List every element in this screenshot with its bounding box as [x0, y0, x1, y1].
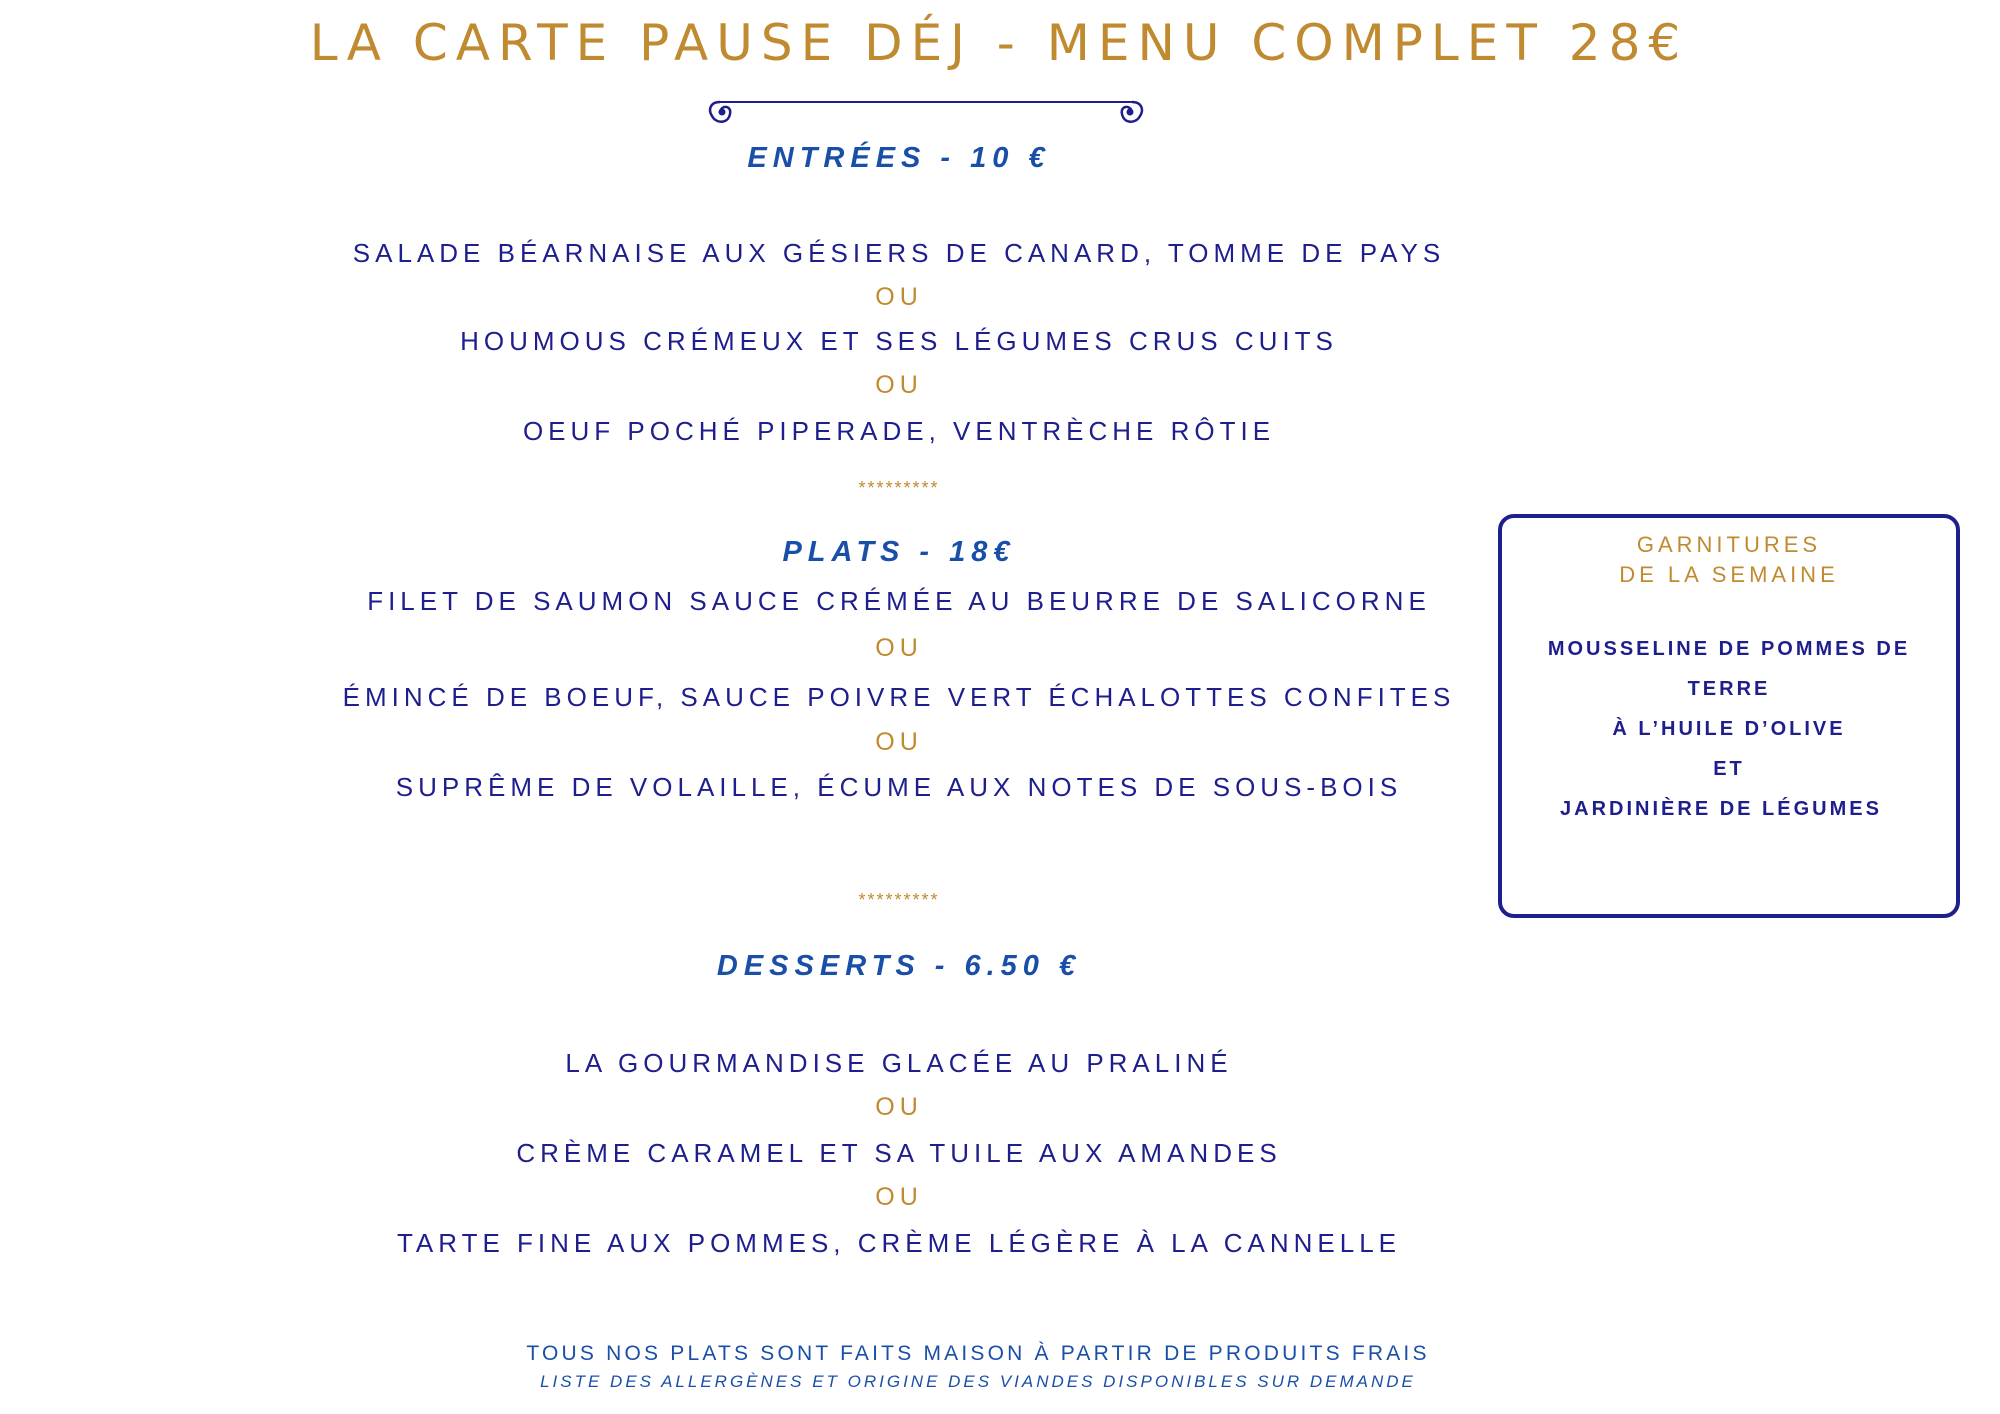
- desserts-title: DESSERTS - 6.50 €: [716, 950, 1082, 982]
- dessert-item: CRÈME CARAMEL ET SA TUILE AUX AMANDES: [516, 1138, 1282, 1168]
- plats-title: PLATS - 18€: [782, 536, 1016, 568]
- entree-item: OEUF POCHÉ PIPERADE, VENTRÈCHE RÔTIE: [522, 416, 1276, 446]
- garniture-line: MOUSSELINE DE POMMES DE: [1547, 638, 1911, 660]
- plat-item: FILET DE SAUMON SAUCE CRÉMÉE AU BEURRE DE SALICORNE: [367, 586, 1431, 616]
- entree-item: HOUMOUS CRÉMEUX ET SES LÉGUMES CRUS CUITS: [460, 326, 1338, 356]
- stars-divider: *********: [858, 890, 940, 910]
- entrees-title: ENTRÉES - 10 €: [747, 142, 1051, 174]
- footer-homemade-note: TOUS NOS PLATS SONT FAITS MAISON À PARTIR DE PRODUITS FRAIS: [526, 1342, 1430, 1365]
- garniture-line: ET: [1713, 758, 1745, 780]
- garniture-line: TERRE: [1687, 678, 1771, 700]
- or-separator: OU: [875, 1093, 923, 1121]
- or-separator: OU: [875, 371, 923, 399]
- garniture-line: JARDINIÈRE DE LÉGUMES: [1560, 798, 1882, 820]
- plat-item: ÉMINCÉ DE BOEUF, SAUCE POIVRE VERT ÉCHALOTTES CONFITES: [342, 682, 1456, 712]
- scroll-ornament: [706, 96, 1146, 130]
- garnitures-box: [1498, 514, 1960, 918]
- garnitures-title-line1: GARNITURES: [1636, 532, 1822, 557]
- garniture-line: À L’HUILE D’OLIVE: [1612, 718, 1846, 740]
- plat-item: SUPRÊME DE VOLAILLE, ÉCUME AUX NOTES DE SOUS-BOIS: [395, 772, 1403, 802]
- entree-item: SALADE BÉARNAISE AUX GÉSIERS DE CANARD, TOMME DE PAYS: [352, 238, 1446, 268]
- or-separator: OU: [875, 283, 923, 311]
- menu-title: LA CARTE PAUSE DÉJ - MENU COMPLET 28€: [309, 14, 1689, 72]
- or-separator: OU: [875, 728, 923, 756]
- dessert-item: LA GOURMANDISE GLACÉE AU PRALINÉ: [565, 1048, 1233, 1078]
- stars-divider: *********: [858, 478, 940, 498]
- or-separator: OU: [875, 1183, 923, 1211]
- dessert-item: TARTE FINE AUX POMMES, CRÈME LÉGÈRE À LA CANNELLE: [396, 1228, 1401, 1258]
- footer-allergen-note: LISTE DES ALLERGÈNES ET ORIGINE DES VIANDES DISPONIBLES SUR DEMANDE: [540, 1372, 1416, 1391]
- or-separator: OU: [875, 634, 923, 662]
- garnitures-title-line2: DE LA SEMAINE: [1619, 562, 1839, 587]
